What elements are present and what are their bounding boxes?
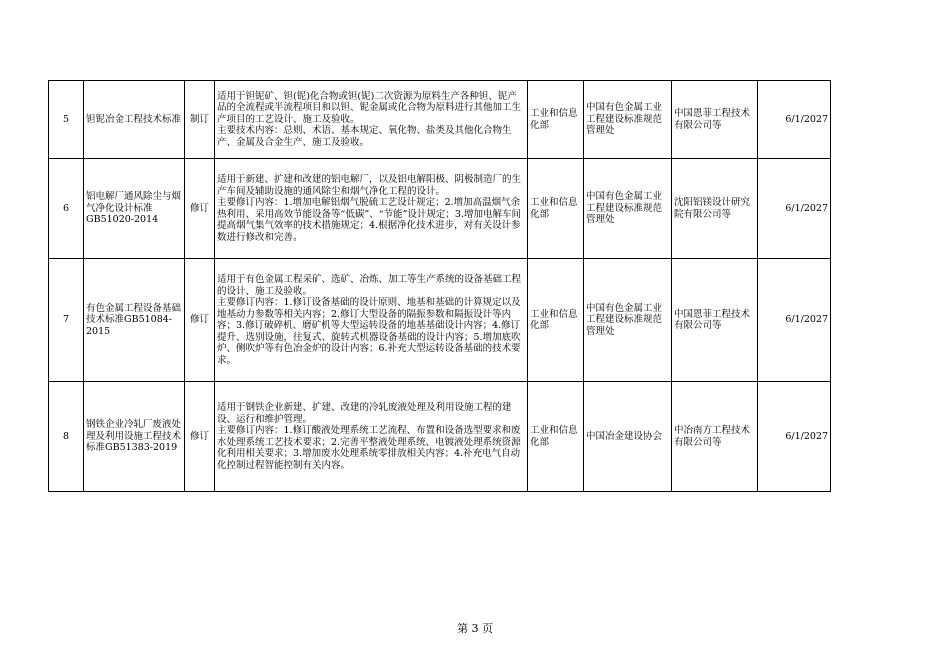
completion-date: 6/1/2027 [758,81,831,159]
revision-type: 修订 [185,259,215,382]
standards-table [48,80,831,492]
drafting-unit: 中国恩菲工程技术有限公司等 [672,81,758,159]
drafting-unit: 中国恩菲工程技术有限公司等 [672,259,758,382]
managing-organization: 中国有色金属工业工程建设标准规范管理处 [584,81,672,159]
competent-department: 工业和信息化部 [528,159,584,259]
competent-department: 工业和信息化部 [528,382,584,492]
revision-type: 制订 [185,81,215,159]
revision-type: 修订 [185,159,215,259]
competent-department: 工业和信息化部 [528,259,584,382]
page-number: 第 3 页 [457,622,493,635]
scope-and-content: 适用于钽铌矿、钽(铌)化合物或钽(铌)二次资源为原料生产各种钽、铌产品的全流程或半流程项目和以钽、铌金属或化合物为原料进行其他加工生产项目的工艺设计、施工及验收。 主要技术内容：总则、术语、基本规定、氧化物、盐类及其他化合物生产、金属及合金生产、施工及验收。 [215,81,528,159]
completion-date: 6/1/2027 [758,259,831,382]
standard-name: 有色金属工程设备基础技术标准GB51084-2015 [84,259,185,382]
drafting-unit: 中冶南方工程技术有限公司等 [672,382,758,492]
table-row [49,259,831,382]
row-number: 5 [49,81,84,159]
competent-department: 工业和信息化部 [528,81,584,159]
managing-organization: 中国有色金属工业工程建设标准规范管理处 [584,259,672,382]
completion-date: 6/1/2027 [758,382,831,492]
revision-type: 修订 [185,382,215,492]
scope-and-content: 适用于有色金属工程采矿、选矿、冶炼、加工等生产系统的设备基础工程的设计、施工及验收。 主要修订内容：1.修订设备基础的设计原则、地基和基础的计算规定以及地基动力参数等相关内容；2.修订大型设备的隔振参数和隔振设计等内容；3.修订破碎机、磨矿机等大型运转设备的地基基础设计内容；4.修订提升、选别设施，往复式、旋转式机器设备基础的设计内容；5.增加底吹炉、侧吹炉等有色冶金炉的设计内容；6.补充大型运转设备基础的技术要求。 [215,259,528,382]
scope-and-content: 适用于钢铁企业新建、扩建、改建的冷轧废液处理及利用设施工程的建设、运行和维护管理。 主要修订内容：1.修订酸液处理系统工艺流程、布置和设备选型要求和废水处理系统工艺技术要求；2.完善平整液处理系统、电镀液处理系统资源化利用相关要求；3.增加废水处理系统零排放相关内容；4.补充电气自动化控制过程智能控制有关内容。 [215,382,528,492]
row-number: 7 [49,259,84,382]
managing-organization: 中国冶金建设协会 [584,382,672,492]
managing-organization: 中国有色金属工业工程建设标准规范管理处 [584,159,672,259]
scope-and-content: 适用于新建、扩建和改建的铝电解厂，以及铝电解阳极、阴极制造厂的生产车间及辅助设施的通风除尘和烟气净化工程的设计。 主要修订内容：1.增加电解铝烟气脱硫工艺设计规定；2.增加高温烟气余热利用、采用高效节能设备等“低碳”、“节能”设计规定；3.增加电解车间提高烟气集气效率的技术措施规定；4.根据净化技术进步，对有关设计参数进行修改和完善。 [215,159,528,259]
row-number: 6 [49,159,84,259]
standard-name: 钽铌冶金工程技术标准 [84,81,185,159]
standard-name: 钢铁企业冷轧厂废液处理及利用设施工程技术标准GB51383-2019 [84,382,185,492]
drafting-unit: 沈阳铝镁设计研究院有限公司等 [672,159,758,259]
table-row [49,81,831,159]
table-row [49,382,831,492]
standard-name: 铝电解厂通风除尘与烟气净化设计标准GB51020-2014 [84,159,185,259]
table-row [49,159,831,259]
row-number: 8 [49,382,84,492]
completion-date: 6/1/2027 [758,159,831,259]
